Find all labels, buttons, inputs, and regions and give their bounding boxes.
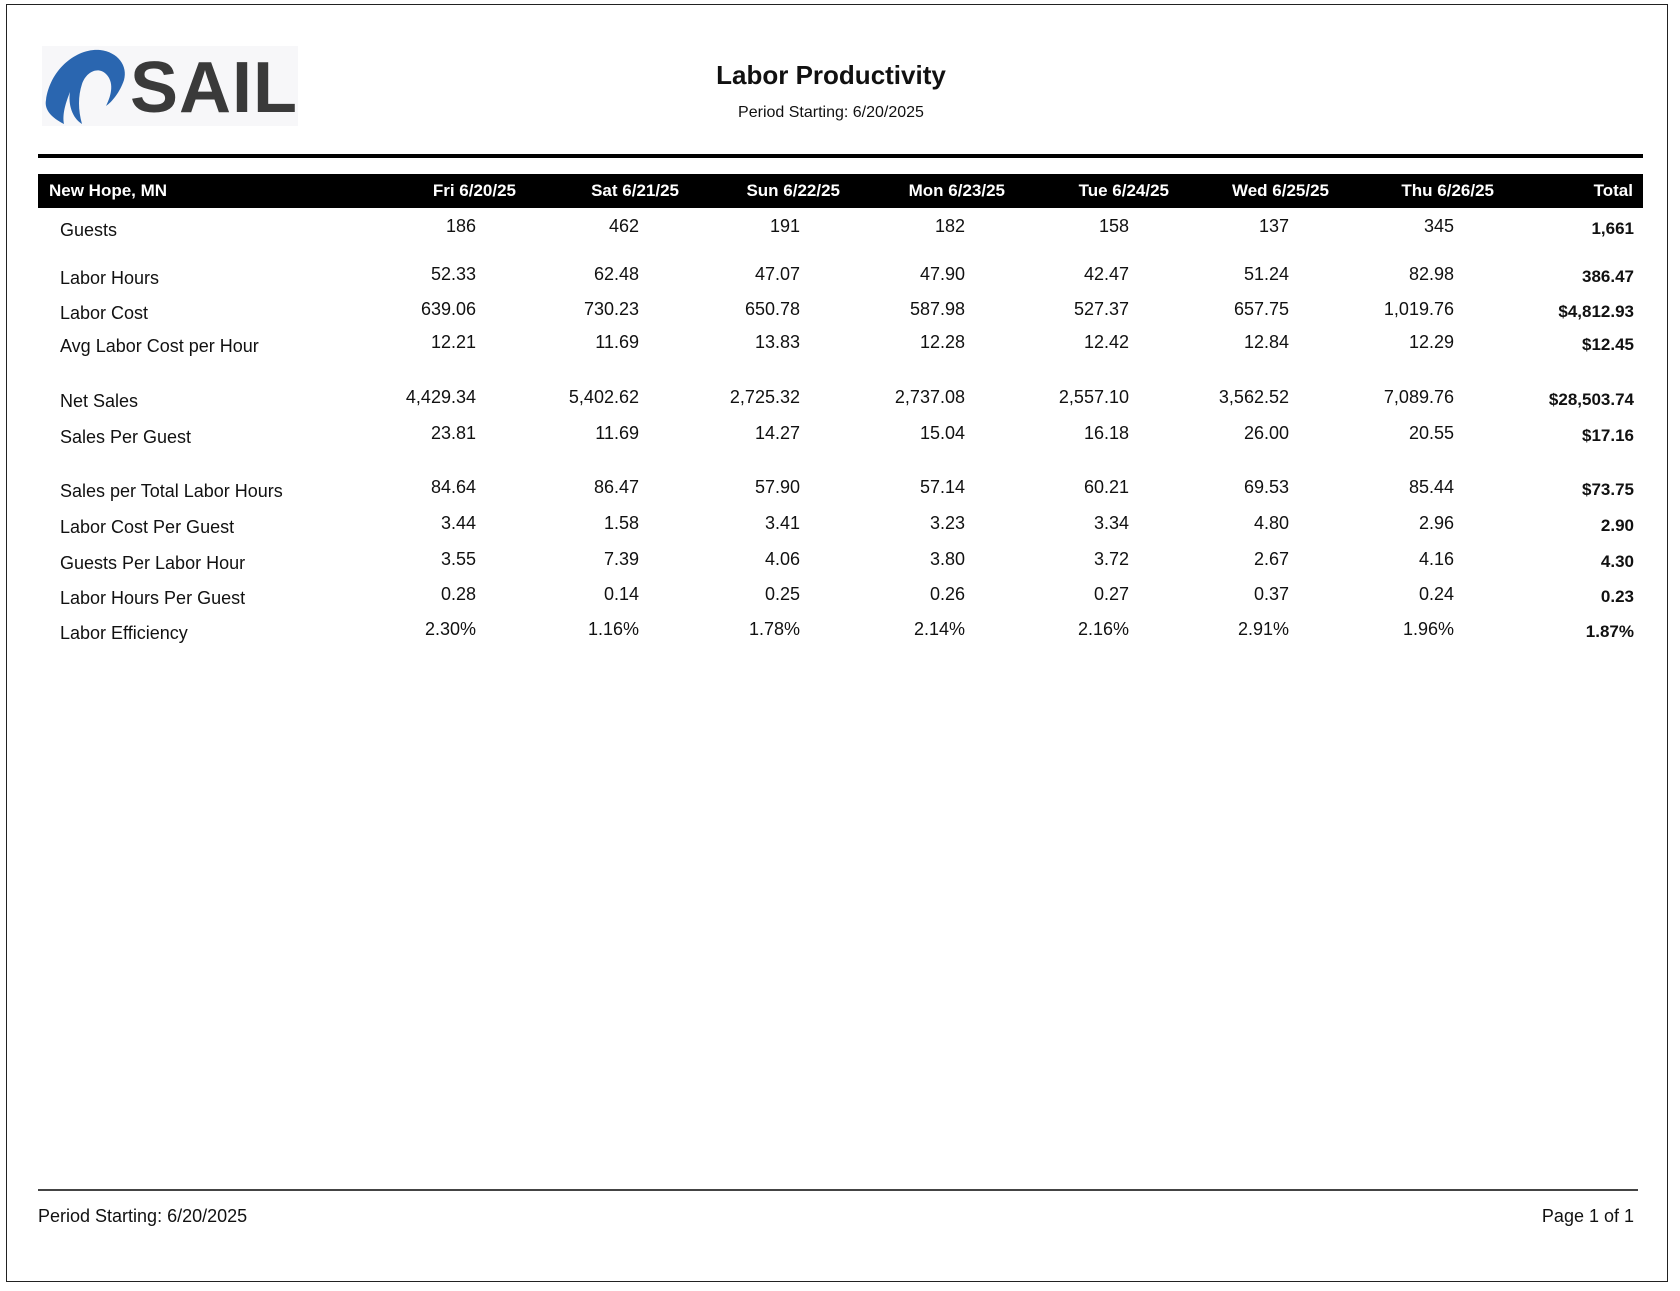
table-cell: 650.78 <box>744 299 800 319</box>
table-cell: 42.47 <box>1083 264 1129 284</box>
column-header-total: Total <box>1593 181 1633 200</box>
table-cell: 3.72 <box>1093 549 1129 569</box>
row-label: Sales per Total Labor Hours <box>60 481 283 501</box>
table-cell: 0.24 <box>1418 584 1454 604</box>
table-cell: 182 <box>934 216 965 236</box>
table-cell: 158 <box>1098 216 1129 236</box>
table-cell: 0.26 <box>929 584 965 604</box>
table-cell: 4.16 <box>1418 549 1454 569</box>
footer-page-number: Page 1 of 1 <box>1541 1206 1634 1226</box>
table-cell: 3.23 <box>929 513 965 533</box>
table-cell-total: 0.23 <box>1600 587 1634 606</box>
table-cell: 12.84 <box>1243 332 1289 352</box>
table-cell-total: 1,661 <box>1591 219 1634 238</box>
table-cell: 3.80 <box>929 549 965 569</box>
table-cell: 2.14% <box>913 619 965 639</box>
table-cell: 2,725.32 <box>729 387 800 407</box>
table-cell: 11.69 <box>595 423 639 443</box>
table-cell: 137 <box>1258 216 1289 236</box>
table-cell-total: 2.90 <box>1600 516 1634 535</box>
table-row <box>0 584 1680 608</box>
table-cell: 2,737.08 <box>894 387 965 407</box>
table-cell: 0.14 <box>603 584 639 604</box>
table-cell: 4.80 <box>1253 513 1289 533</box>
table-cell-total: 386.47 <box>1582 267 1634 286</box>
table-cell: 1,019.76 <box>1383 299 1454 319</box>
column-header: Fri 6/20/25 <box>432 181 516 200</box>
table-cell-total: $73.75 <box>1582 480 1634 499</box>
table-cell: 23.81 <box>430 423 476 443</box>
table-cell: 86.47 <box>593 477 639 497</box>
table-cell: 462 <box>608 216 639 236</box>
table-cell: 85.44 <box>1408 477 1454 497</box>
table-cell: 12.21 <box>430 332 476 352</box>
table-cell-total: $12.45 <box>1582 335 1634 354</box>
table-row <box>0 387 1680 411</box>
row-label: Sales Per Guest <box>60 427 192 447</box>
table-cell: 1.58 <box>603 513 639 533</box>
table-cell: 2.96 <box>1418 513 1454 533</box>
table-cell: 186 <box>445 216 476 236</box>
table-cell: 2.91% <box>1237 619 1289 639</box>
table-cell: 3.55 <box>440 549 476 569</box>
table-header-row <box>38 174 1643 208</box>
table-cell: 57.90 <box>754 477 800 497</box>
table-cell: 2.67 <box>1253 549 1289 569</box>
column-header: Tue 6/24/25 <box>1078 181 1169 200</box>
table-cell-total: 4.30 <box>1600 552 1634 571</box>
table-cell: 1.78% <box>748 619 800 639</box>
table-cell: 7.39 <box>603 549 639 569</box>
table-cell: 82.98 <box>1408 264 1454 284</box>
table-cell: 12.29 <box>1408 332 1454 352</box>
table-cell-total: 1.87% <box>1585 622 1634 641</box>
table-cell-total: $17.16 <box>1582 426 1634 445</box>
table-cell: 0.27 <box>1093 584 1129 604</box>
table-row <box>0 513 1680 537</box>
row-label: Labor Hours Per Guest <box>60 588 246 608</box>
report-subtitle: Period Starting: 6/20/2025 <box>738 104 924 121</box>
column-header: Sat 6/21/25 <box>591 181 679 200</box>
table-cell: 3.44 <box>440 513 476 533</box>
row-label: Labor Cost <box>60 303 149 323</box>
footer-divider <box>38 1189 1638 1191</box>
table-cell: 639.06 <box>420 299 476 319</box>
table-cell: 527.37 <box>1073 299 1129 319</box>
table-cell: 62.48 <box>593 264 639 284</box>
table-cell: 20.55 <box>1408 423 1454 443</box>
table-cell: 3.34 <box>1093 513 1129 533</box>
table-row <box>0 477 1680 501</box>
table-row <box>0 619 1680 643</box>
table-row <box>0 216 1680 240</box>
row-label: Guests <box>60 220 118 240</box>
table-cell: 2,557.10 <box>1058 387 1129 407</box>
table-cell-total: $4,812.93 <box>1558 302 1634 321</box>
report-title: Labor Productivity <box>716 60 946 90</box>
table-cell: 4,429.34 <box>405 387 476 407</box>
column-header: Mon 6/23/25 <box>908 181 1005 200</box>
row-label: Guests Per Labor Hour <box>60 553 246 573</box>
table-cell: 1.96% <box>1402 619 1454 639</box>
table-cell: 2.16% <box>1077 619 1129 639</box>
row-label: Avg Labor Cost per Hour <box>60 336 259 356</box>
table-cell: 0.25 <box>764 584 800 604</box>
table-cell: 13.83 <box>754 332 800 352</box>
table-row <box>0 299 1680 323</box>
table-cell: 12.28 <box>919 332 965 352</box>
table-cell: 69.53 <box>1243 477 1289 497</box>
table-cell: 0.28 <box>440 584 476 604</box>
header-divider <box>38 154 1643 158</box>
table-row <box>0 332 1680 356</box>
table-cell: 16.18 <box>1083 423 1129 443</box>
table-cell-total: $28,503.74 <box>1548 390 1634 409</box>
table-cell: 15.04 <box>919 423 965 443</box>
row-label: Labor Cost Per Guest <box>60 517 235 537</box>
table-cell: 5,402.62 <box>568 387 639 407</box>
row-label: Labor Hours <box>60 268 160 288</box>
row-label: Net Sales <box>60 391 139 411</box>
table-cell: 587.98 <box>909 299 965 319</box>
table-cell: 47.90 <box>919 264 965 284</box>
table-cell: 14.27 <box>754 423 800 443</box>
table-cell: 26.00 <box>1243 423 1289 443</box>
table-cell: 11.69 <box>595 332 639 352</box>
table-cell: 1.16% <box>587 619 639 639</box>
column-header: Wed 6/25/25 <box>1231 181 1329 200</box>
table-cell: 84.64 <box>430 477 476 497</box>
footer-period: Period Starting: 6/20/2025 <box>38 1206 248 1226</box>
column-header: Thu 6/26/25 <box>1401 181 1494 200</box>
table-cell: 3,562.52 <box>1218 387 1289 407</box>
table-cell: 730.23 <box>583 299 639 319</box>
logo-text: SAIL <box>130 48 299 128</box>
column-header: Sun 6/22/25 <box>746 181 840 200</box>
table-cell: 51.24 <box>1243 264 1289 284</box>
table-row <box>0 264 1680 288</box>
table-cell: 657.75 <box>1233 299 1289 319</box>
table-cell: 52.33 <box>430 264 476 284</box>
table-cell: 3.41 <box>764 513 800 533</box>
table-row <box>0 549 1680 573</box>
location-header: New Hope, MN <box>49 181 168 200</box>
table-cell: 0.37 <box>1253 584 1289 604</box>
row-label: Labor Efficiency <box>60 623 188 643</box>
table-cell: 57.14 <box>919 477 965 497</box>
table-cell: 60.21 <box>1083 477 1129 497</box>
table-cell: 2.30% <box>424 619 476 639</box>
table-cell: 47.07 <box>754 264 800 284</box>
table-cell: 12.42 <box>1083 332 1129 352</box>
table-cell: 345 <box>1423 216 1454 236</box>
table-cell: 191 <box>769 216 800 236</box>
table-cell: 4.06 <box>764 549 800 569</box>
table-row <box>0 423 1680 447</box>
table-cell: 7,089.76 <box>1383 387 1454 407</box>
